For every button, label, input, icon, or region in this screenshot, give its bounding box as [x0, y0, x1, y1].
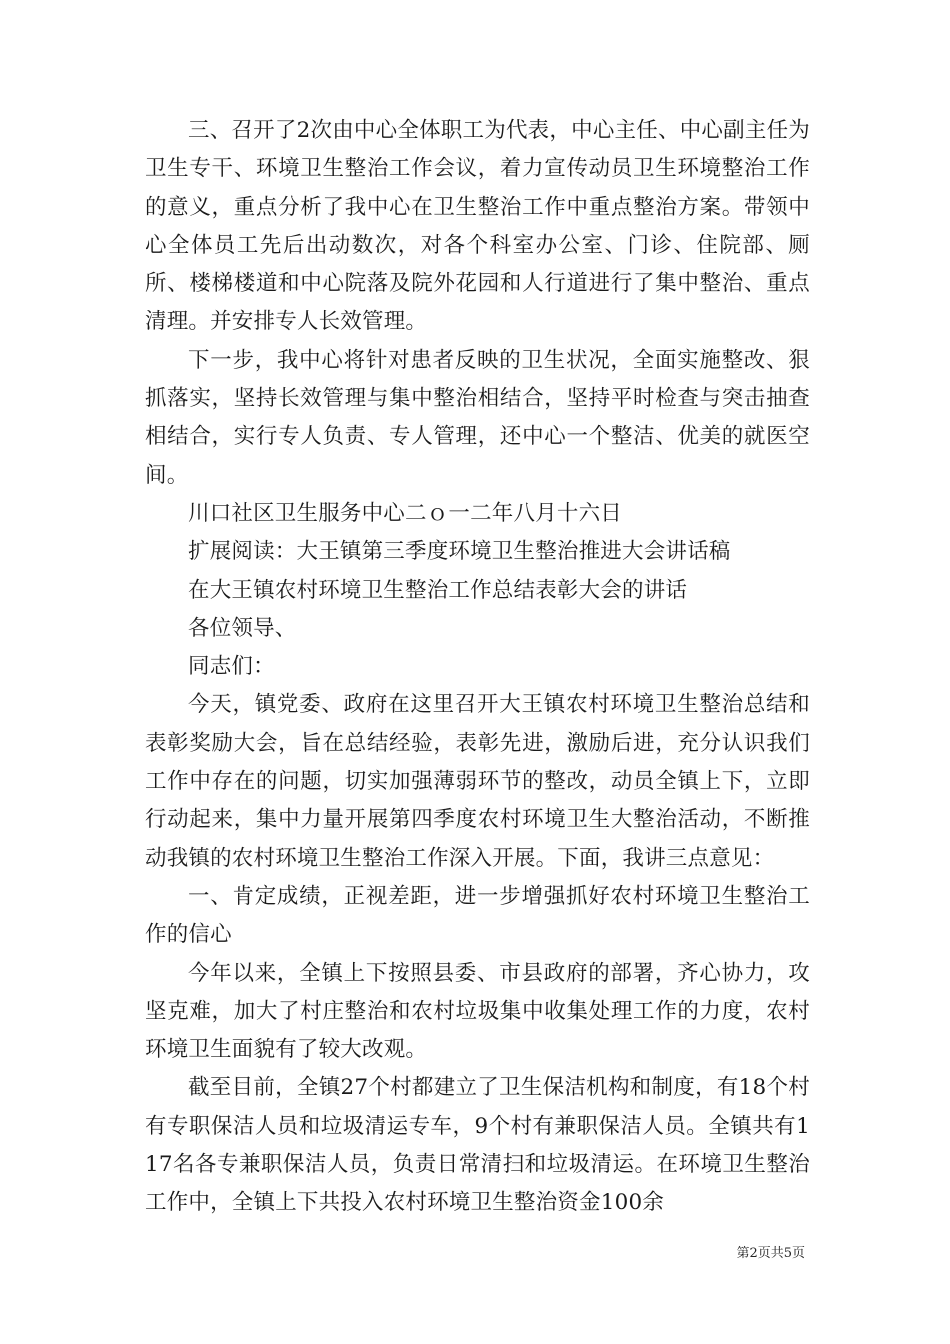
paragraph: 扩展阅读：大王镇第三季度环境卫生整治推进大会讲话稿	[188, 539, 731, 565]
paragraph: 下一步，我中心将针对患者反映的卫生状况，全面实施整改、狠抓落实，坚持长效管理与集中整治相结合，坚持平时检查与突击抽查相结合，实行专人负责、专人管理，还中心一个整洁、优美的就医空间。	[145, 347, 810, 488]
paragraph: 各位领导、	[188, 615, 297, 641]
paragraph: 一、肯定成绩，正视差距，进一步增强抓好农村环境卫生整治工作的信心	[145, 883, 810, 948]
paragraph: 今年以来，全镇上下按照县委、市县政府的部署，齐心协力，攻坚克难，加大了村庄整治和农村垃圾集中收集处理工作的力度，农村环境卫生面貌有了较大改观。	[145, 960, 810, 1063]
paragraph: 同志们：	[188, 654, 275, 680]
paragraph: 截至目前，全镇27个村都建立了卫生保洁机构和制度，有18个村有专职保洁人员和垃圾清运专车，9个村有兼职保洁人员。全镇共有117名各专兼职保洁人员，负责日常清扫和垃圾清运。在环境卫生整治工作中，全镇上下共投入农村环境卫生整治资金100余	[145, 1075, 810, 1216]
paragraph: 川口社区卫生服务中心二ｏ一二年八月十六日	[188, 500, 623, 526]
page-number: 第2页共5页	[736, 1246, 805, 1261]
paragraph: 在大王镇农村环境卫生整治工作总结表彰大会的讲话	[188, 577, 688, 603]
document-body	[145, 112, 810, 1223]
paragraph: 今天，镇党委、政府在这里召开大王镇农村环境卫生整治总结和表彰奖励大会，旨在总结经验，表彰先进，激励后进，充分认识我们工作中存在的问题，切实加强薄弱环节的整改，动员全镇上下，立即行动起来，集中力量开展第四季度农村环境卫生大整治活动，不断推动我镇的农村环境卫生整治工作深入开展。下面，我讲三点意见：	[145, 692, 810, 871]
paragraph: 三、召开了2次由中心全体职工为代表，中心主任、中心副主任为卫生专干、环境卫生整治工作会议，着力宣传动员卫生环境整治工作的意义，重点分析了我中心在卫生整治工作中重点整治方案。带领中心全体员工先后出动数次，对各个科室办公室、门诊、住院部、厕所、楼梯楼道和中心院落及院外花园和人行道进行了集中整治、重点清理。并安排专人长效管理。	[145, 118, 810, 335]
